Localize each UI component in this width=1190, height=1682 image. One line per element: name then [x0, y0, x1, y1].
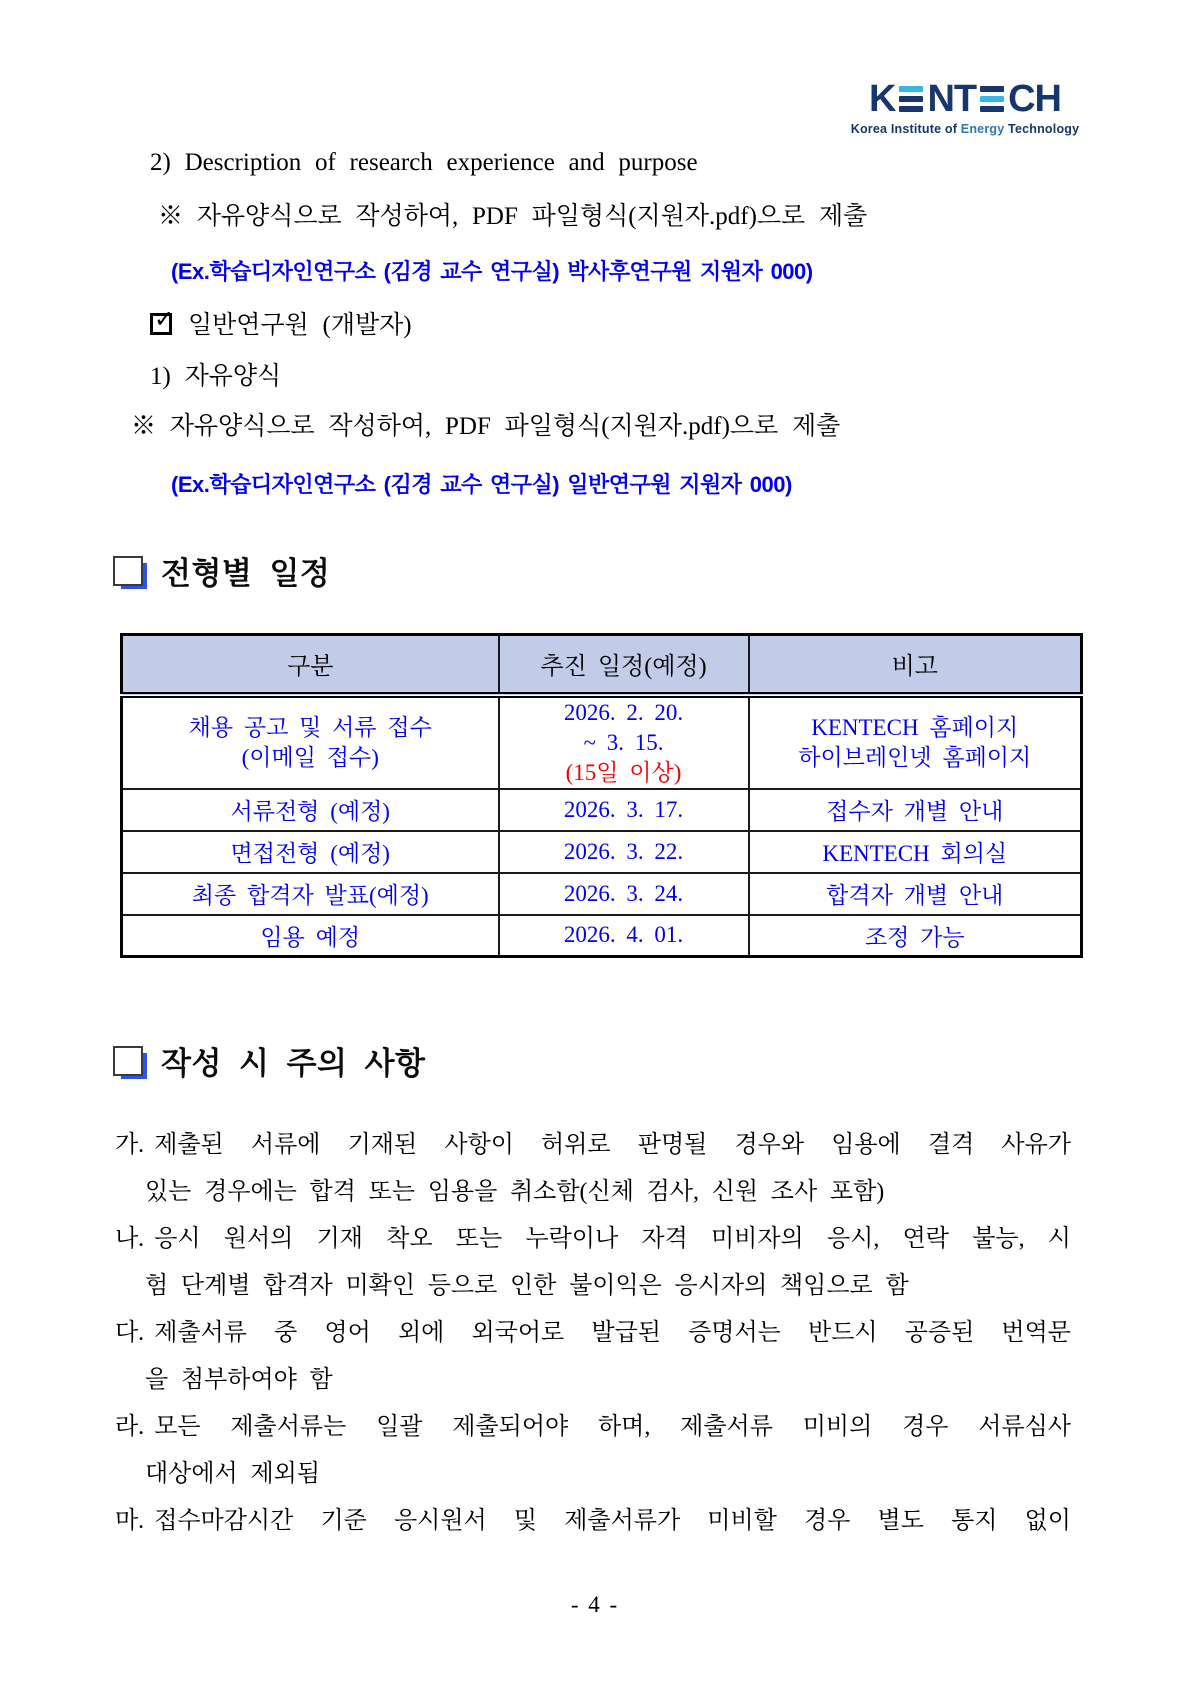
logo-e-bars-icon: [980, 86, 1004, 112]
cell-schedule: 2026. 3. 17.: [499, 789, 749, 831]
cell-line: (이메일 접수): [241, 744, 379, 770]
note-text: 응시 원서의 기재 착오 또는 누락이나 자격 미비자의 응시, 연락 불능, 시: [154, 1226, 1071, 1252]
cell-category: [122, 695, 499, 789]
cell-remark: KENTECH 회의실: [749, 831, 1082, 873]
list-item: [115, 1498, 1071, 1545]
cell-category: 임용 예정: [122, 915, 499, 957]
list-item: [115, 1404, 1071, 1498]
schedule-table: [120, 633, 1083, 958]
cell-schedule: 2026. 4. 01.: [499, 915, 749, 957]
item-marker: 마.: [115, 1508, 145, 1534]
cell-line: 하이브레인넷 홈페이지: [798, 744, 1032, 770]
cell-remark: 조정 가능: [749, 915, 1082, 957]
section-square-icon: [113, 1046, 143, 1076]
submission-note-2: ※ 자유양식으로 작성하여, PDF 파일형식(지원자.pdf)으로 제출: [131, 413, 841, 440]
logo-subtitle-energy: Energy: [960, 122, 1005, 136]
cell-category: 면접전형 (예정): [122, 831, 499, 873]
note-line: [115, 1216, 1071, 1263]
intro-section: [113, 138, 1070, 500]
cell-remark: [749, 695, 1082, 789]
item-marker: 라.: [115, 1414, 145, 1440]
cell-category: 최종 합격자 발표(예정): [122, 873, 499, 915]
cell-line: 2026. 2. 20.: [563, 699, 684, 725]
note-text: 제출서류 중 영어 외에 외국어로 발급된 증명서는 반드시 공증된 번역문: [154, 1320, 1071, 1346]
cell-line: ~ 3. 15.: [583, 729, 664, 755]
example-line-2: (Ex.학습디자인연구소 (김경 교수 연구실) 일반연구원 지원자 000): [171, 472, 792, 497]
page-number: - 4 -: [570, 1592, 620, 1617]
table-header-row: [122, 635, 1082, 695]
list-item: [115, 1216, 1071, 1310]
header-schedule: 추진 일정(예정): [499, 635, 749, 695]
schedule-section-header: [113, 548, 330, 593]
cell-category: 서류전형 (예정): [122, 789, 499, 831]
note-text: 모든 제출서류는 일괄 제출되어야 하며, 제출서류 미비의 경우 서류심사: [154, 1414, 1071, 1440]
notes-list: [115, 1122, 1071, 1545]
logo-subtitle-suffix: Technology: [1004, 122, 1080, 136]
header-remark: 비고: [749, 635, 1082, 695]
cell-schedule: 2026. 3. 22.: [499, 831, 749, 873]
kentech-logo: [845, 80, 1085, 136]
logo-letter: CH: [1008, 78, 1061, 120]
note-line: 있는 경우에는 합격 또는 임용을 취소함(신체 검사, 신원 조사 포함): [145, 1179, 885, 1205]
note-line: 을 첨부하여야 함: [145, 1367, 333, 1393]
cell-schedule: [499, 695, 749, 789]
list-item: [115, 1310, 1071, 1404]
logo-subtitle: [845, 122, 1085, 136]
submission-note-1: ※ 자유양식으로 작성하여, PDF 파일형식(지원자.pdf)으로 제출: [158, 203, 868, 230]
logo-letter: K: [869, 78, 896, 120]
cell-remark: 접수자 개별 안내: [749, 789, 1082, 831]
item-marker: 다.: [115, 1320, 145, 1346]
section-square-icon: [113, 556, 143, 586]
note-text: 접수마감시간 기준 응시원서 및 제출서류가 미비할 경우 별도 통지 없이: [154, 1508, 1071, 1534]
notes-section-header: [113, 1038, 425, 1083]
example-line-1: (Ex.학습디자인연구소 (김경 교수 연구실) 박사후연구원 지원자 000): [171, 259, 813, 284]
table-row: [122, 873, 1082, 915]
note-line: 대상에서 제외됨: [145, 1461, 321, 1487]
header-category: 구분: [122, 635, 499, 695]
notes-section-title: 작성 시 주의 사항: [161, 1046, 426, 1081]
table-row: [122, 915, 1082, 957]
logo-letter: NT: [927, 78, 977, 120]
item-marker: 나.: [115, 1226, 145, 1252]
cell-schedule: 2026. 3. 24.: [499, 873, 749, 915]
table-row: [122, 831, 1082, 873]
logo-e-bars-icon: [899, 86, 923, 112]
note-line: [115, 1122, 1071, 1169]
checkbox-label: 일반연구원 (개발자): [188, 312, 412, 339]
note-line: [115, 1310, 1071, 1357]
numbered-item-2: 2) Description of research experience and purpose: [150, 149, 698, 176]
kentech-logotype: [845, 80, 1085, 118]
cell-line: KENTECH 홈페이지: [811, 714, 1019, 740]
table-row: [122, 789, 1082, 831]
checked-checkbox-icon: ✓: [150, 313, 172, 335]
numbered-item-1: 1) 자유양식: [150, 363, 282, 390]
checkbox-line: [150, 305, 1070, 341]
table-row: [122, 695, 1082, 789]
schedule-section-title: 전형별 일정: [161, 556, 331, 591]
note-text: 제출된 서류에 기재된 사항이 허위로 판명될 경우와 임용에 결격 사유가: [154, 1132, 1071, 1158]
cell-line-alert: (15일 이상): [565, 759, 682, 785]
note-line: [115, 1498, 1071, 1545]
note-line: [115, 1404, 1071, 1451]
item-marker: 가.: [115, 1132, 145, 1158]
list-item: [115, 1122, 1071, 1216]
logo-subtitle-prefix: Korea Institute of: [850, 122, 961, 136]
cell-line: 채용 공고 및 서류 접수: [188, 714, 432, 740]
note-line: 험 단계별 합격자 미확인 등으로 인한 불이익은 응시자의 책임으로 함: [145, 1273, 909, 1299]
cell-remark: 합격자 개별 안내: [749, 873, 1082, 915]
